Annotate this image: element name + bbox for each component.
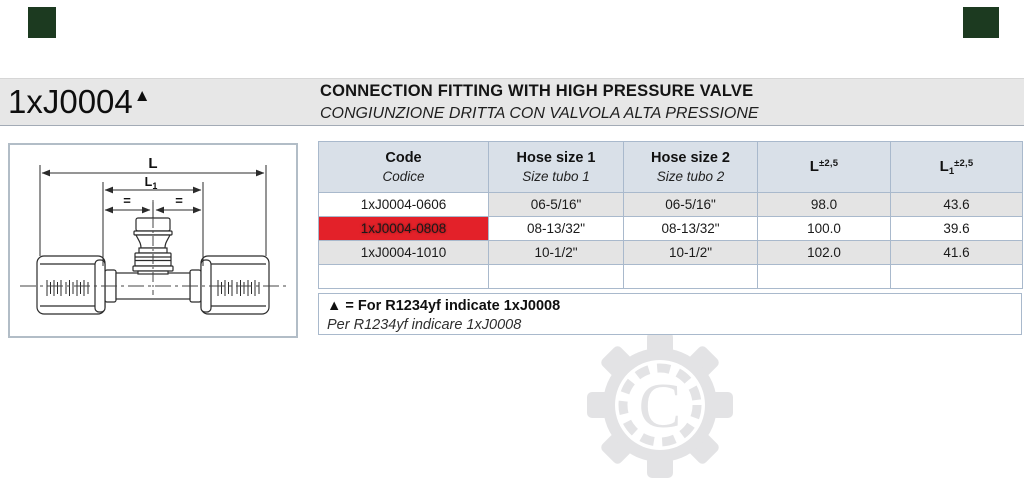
- header-band: [0, 78, 1024, 126]
- part-number-text: 1xJ0004: [8, 83, 133, 120]
- product-title-en: CONNECTION FITTING WITH HIGH PRESSURE VALVE: [320, 82, 754, 100]
- watermark-gear-icon: [585, 330, 735, 480]
- table-row-empty: [319, 265, 1023, 289]
- cell-hose2: 10-1/2": [624, 241, 758, 265]
- cell-L: [758, 265, 891, 289]
- column-header-hose1: Hose size 1 Size tubo 1: [489, 142, 624, 193]
- cell-hose1: 10-1/2": [489, 241, 624, 265]
- cell-hose2: 08-13/32": [624, 217, 758, 241]
- column-header-L1: $L1^{\pm 2,5}$: [891, 142, 1023, 193]
- cell-hose2: [624, 265, 758, 289]
- cell-hose1: 08-13/32": [489, 217, 624, 241]
- technical-drawing-box: [8, 143, 298, 338]
- equals-mark-left: =: [123, 193, 131, 208]
- cell-L1: 39.6: [891, 217, 1023, 241]
- cell-L: 102.0: [758, 241, 891, 265]
- cell-L: 98.0: [758, 193, 891, 217]
- cell-hose1: [489, 265, 624, 289]
- cell-hose2: 06-5/16": [624, 193, 758, 217]
- cell-hose1: 06-5/16": [489, 193, 624, 217]
- corner-mark-left: [28, 7, 56, 38]
- part-number: [8, 79, 151, 131]
- product-title-it: CONGIUNZIONE DRITTA CON VALVOLA ALTA PRESSIONE: [320, 104, 759, 122]
- footnote-en: ▲ = For R1234yf indicate 1xJ0008: [327, 298, 561, 314]
- table-row-highlighted: [319, 217, 1023, 241]
- table-row: [319, 193, 1023, 217]
- equals-mark-right: =: [175, 193, 183, 208]
- column-header-code: Code Codice: [319, 142, 489, 193]
- cell-code: 1xJ0004-1010: [319, 241, 489, 265]
- product-titles: [320, 82, 759, 123]
- cell-L1: [891, 265, 1023, 289]
- technical-drawing: [10, 145, 296, 336]
- footnote-box: [318, 293, 1022, 335]
- cell-L1: 41.6: [891, 241, 1023, 265]
- cell-code: 1xJ0004-0606: [319, 193, 489, 217]
- footnote-it: Per R1234yf indicare 1xJ0008: [327, 317, 522, 333]
- column-header-hose2: Hose size 2 Size tubo 2: [624, 142, 758, 193]
- watermark-letter: C: [638, 370, 682, 441]
- column-header-L: $L^{\pm 2,5}$: [758, 142, 891, 193]
- cell-code-highlighted: 1xJ0004-0808: [319, 217, 489, 241]
- table-row: [319, 241, 1023, 265]
- cell-L: 100.0: [758, 217, 891, 241]
- parts-table: [318, 141, 1023, 289]
- cell-code: [319, 265, 489, 289]
- triangle-mark-icon: ▲: [133, 86, 151, 105]
- dimension-label-L1: $L_1$: [144, 175, 158, 191]
- dimension-label-L: L: [148, 155, 158, 172]
- cell-L1: 43.6: [891, 193, 1023, 217]
- corner-mark-right: [963, 7, 999, 38]
- table-header-row: [319, 142, 1023, 193]
